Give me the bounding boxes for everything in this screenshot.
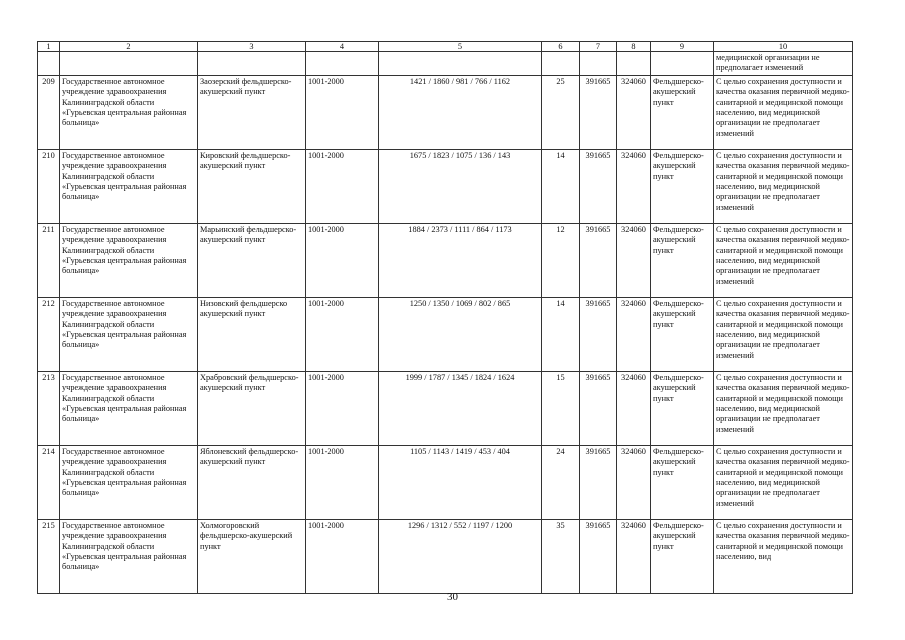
column-number: 6: [542, 42, 580, 52]
reason-text: С целью сохранения доступности и качества оказания первичной медико-санитарной и медицинской помощи населению, вид медицинской организации не предполагает изменений: [714, 75, 853, 149]
facility-type: Фельдшерско-акушерский пункт: [651, 149, 714, 223]
facility-name: Низовский фельдшерско акушерский пункт: [198, 297, 306, 371]
table-row: [38, 371, 853, 445]
continuation-reason: медицинской организации не предполагает изменений: [714, 52, 853, 76]
column-number: 7: [580, 42, 617, 52]
organization-name: Государственное автономное учреждение здравоохранения Калининградской области «Гурьевская центральная районная больница»: [60, 297, 198, 371]
row-number: 212: [38, 297, 60, 371]
facilities-table: [37, 41, 853, 594]
facility-type: Фельдшерско-акушерский пункт: [651, 223, 714, 297]
table-row: [38, 149, 853, 223]
distance: 12: [542, 223, 580, 297]
continuation-row: [38, 52, 853, 76]
population-range: 1001-2000: [306, 149, 379, 223]
distance: 14: [542, 149, 580, 223]
code-2: 324060: [617, 149, 651, 223]
population-range: 1001-2000: [306, 519, 379, 593]
table-row: [38, 297, 853, 371]
code-2: 324060: [617, 223, 651, 297]
row-number: 210: [38, 149, 60, 223]
reason-text: С целью сохранения доступности и качества оказания первичной медико-санитарной и медицинской помощи населению, вид медицинской организации не предполагает изменений: [714, 223, 853, 297]
column-number: 8: [617, 42, 651, 52]
organization-name: Государственное автономное учреждение здравоохранения Калининградской области «Гурьевская центральная районная больница»: [60, 75, 198, 149]
code-2: 324060: [617, 297, 651, 371]
code-2: 324060: [617, 371, 651, 445]
code-2: 324060: [617, 519, 651, 593]
code-1: 391665: [580, 149, 617, 223]
population-values: 1105 / 1143 / 1419 / 453 / 404: [379, 445, 542, 519]
distance: 25: [542, 75, 580, 149]
code-1: 391665: [580, 75, 617, 149]
population-values: 1250 / 1350 / 1069 / 802 / 865: [379, 297, 542, 371]
page-number: 30: [447, 591, 458, 603]
reason-text: С целью сохранения доступности и качества оказания первичной медико-санитарной и медицинской помощи населению, вид медицинской организации не предполагает изменений: [714, 445, 853, 519]
population-values: 1421 / 1860 / 981 / 766 / 1162: [379, 75, 542, 149]
organization-name: Государственное автономное учреждение здравоохранения Калининградской области «Гурьевская центральная районная больница»: [60, 519, 198, 593]
column-number: 3: [198, 42, 306, 52]
population-values: 1675 / 1823 / 1075 / 136 / 143: [379, 149, 542, 223]
code-1: 391665: [580, 371, 617, 445]
row-number: 211: [38, 223, 60, 297]
facility-name: Заозерский фельдшерско-акушерский пункт: [198, 75, 306, 149]
cell: [542, 52, 580, 76]
facility-name: Холмогоровский фельдшерско-акушерский пункт: [198, 519, 306, 593]
cell: [198, 52, 306, 76]
row-number: 213: [38, 371, 60, 445]
population-range: 1001-2000: [306, 223, 379, 297]
population-values: 1999 / 1787 / 1345 / 1824 / 1624: [379, 371, 542, 445]
population-range: 1001-2000: [306, 297, 379, 371]
population-values: 1884 / 2373 / 1111 / 864 / 1173: [379, 223, 542, 297]
column-number: 9: [651, 42, 714, 52]
facility-type: Фельдшерско-акушерский пункт: [651, 297, 714, 371]
facility-name: Кировский фельдшерско-акушерский пункт: [198, 149, 306, 223]
population-values: 1296 / 1312 / 552 / 1197 / 1200: [379, 519, 542, 593]
cell: [38, 52, 60, 76]
organization-name: Государственное автономное учреждение здравоохранения Калининградской области «Гурьевская центральная районная больница»: [60, 149, 198, 223]
code-2: 324060: [617, 75, 651, 149]
row-number: 215: [38, 519, 60, 593]
column-number: 1: [38, 42, 60, 52]
cell: [306, 52, 379, 76]
column-number: 2: [60, 42, 198, 52]
cell: [60, 52, 198, 76]
code-1: 391665: [580, 445, 617, 519]
facility-name: Яблоневский фельдшерско-акушерский пункт: [198, 445, 306, 519]
facility-type: Фельдшерско-акушерский пункт: [651, 519, 714, 593]
reason-text: С целью сохранения доступности и качества оказания первичной медико-санитарной и медицинской помощи населению, вид медицинской организации не предполагает изменений: [714, 149, 853, 223]
row-number: 209: [38, 75, 60, 149]
facility-name: Храбровский фельдшерско-акушерский пункт: [198, 371, 306, 445]
population-range: 1001-2000: [306, 75, 379, 149]
distance: 15: [542, 371, 580, 445]
distance: 24: [542, 445, 580, 519]
table-row: [38, 223, 853, 297]
column-number: 10: [714, 42, 853, 52]
cell: [617, 52, 651, 76]
reason-text: С целью сохранения доступности и качества оказания первичной медико-санитарной и медицинской помощи населению, вид медицинской организации не предполагает изменений: [714, 371, 853, 445]
table-row: [38, 519, 853, 593]
distance: 35: [542, 519, 580, 593]
facility-name: Марьинский фельдшерско-акушерский пункт: [198, 223, 306, 297]
facility-type: Фельдшерско-акушерский пункт: [651, 75, 714, 149]
reason-text: С целью сохранения доступности и качества оказания первичной медико-санитарной и медицинской помощи населению, вид: [714, 519, 853, 593]
organization-name: Государственное автономное учреждение здравоохранения Калининградской области «Гурьевская центральная районная больница»: [60, 223, 198, 297]
column-number: 4: [306, 42, 379, 52]
organization-name: Государственное автономное учреждение здравоохранения Калининградской области «Гурьевская центральная районная больница»: [60, 371, 198, 445]
cell: [379, 52, 542, 76]
table-row: [38, 445, 853, 519]
organization-name: Государственное автономное учреждение здравоохранения Калининградской области «Гурьевская центральная районная больница»: [60, 445, 198, 519]
column-number-row: [38, 42, 853, 52]
code-1: 391665: [580, 223, 617, 297]
cell: [580, 52, 617, 76]
distance: 14: [542, 297, 580, 371]
table-row: [38, 75, 853, 149]
population-range: 1001-2000: [306, 445, 379, 519]
reason-text: С целью сохранения доступности и качества оказания первичной медико-санитарной и медицинской помощи населению, вид медицинской организации не предполагает изменений: [714, 297, 853, 371]
code-1: 391665: [580, 519, 617, 593]
facility-type: Фельдшерско-акушерский пункт: [651, 371, 714, 445]
row-number: 214: [38, 445, 60, 519]
column-number: 5: [379, 42, 542, 52]
code-1: 391665: [580, 297, 617, 371]
code-2: 324060: [617, 445, 651, 519]
cell: [651, 52, 714, 76]
facility-type: Фельдшерско-акушерский пункт: [651, 445, 714, 519]
population-range: 1001-2000: [306, 371, 379, 445]
